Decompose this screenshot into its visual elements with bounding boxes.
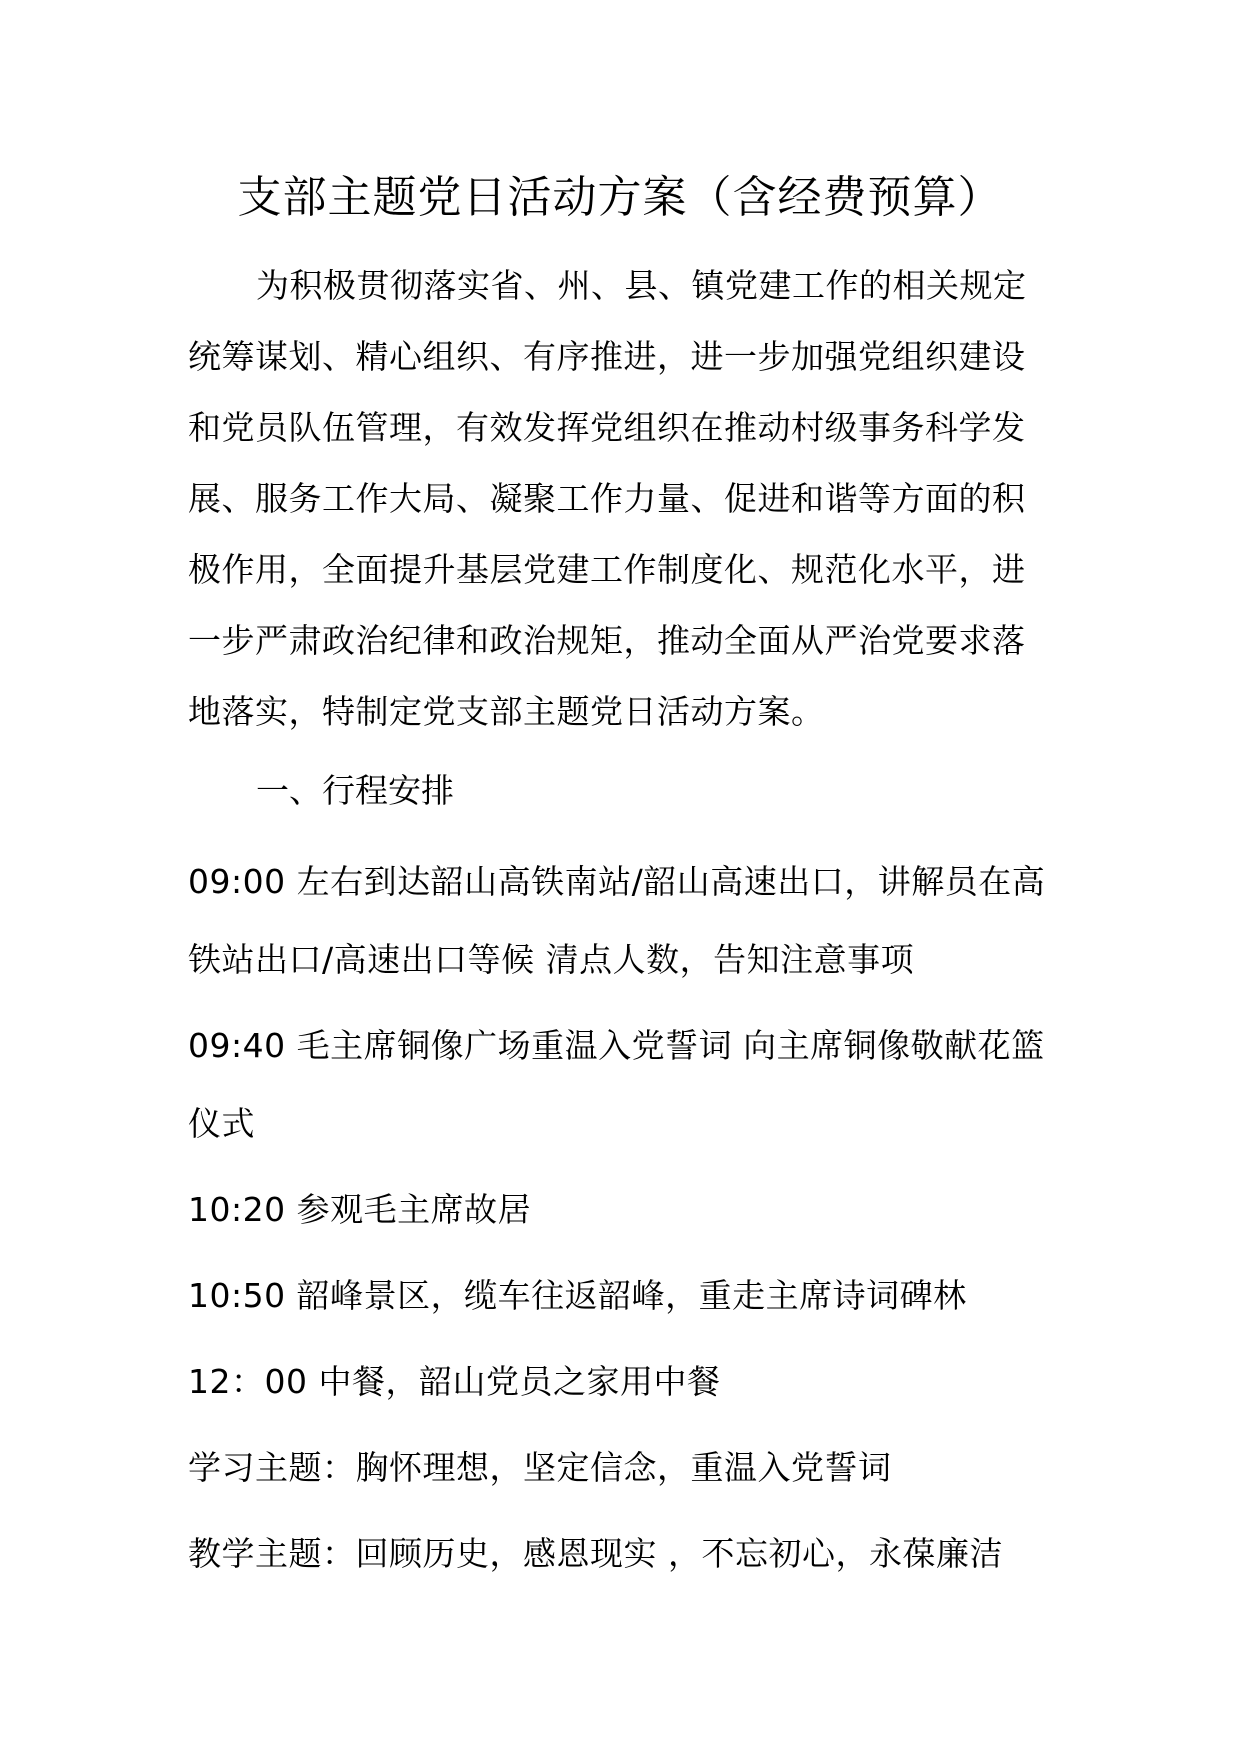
schedule-item	[188, 1343, 1056, 1421]
schedule-item	[188, 1007, 1056, 1163]
schedule-item	[188, 1515, 1056, 1593]
schedule-item	[188, 1429, 1056, 1507]
spacer	[188, 1335, 1056, 1343]
intro-paragraph	[188, 250, 1056, 747]
intro-line: 统筹谋划、精心组织、有序推进，进一步加强党组织建设	[188, 337, 1026, 376]
schedule-list	[188, 843, 1056, 1593]
schedule-line: 10:50 韶峰景区，缆车往返韶峰，重走主席诗词碑林	[188, 1276, 967, 1315]
intro-line: 展、服务工作大局、凝聚工作力量、促进和谐等方面的积	[188, 479, 1026, 518]
document-title: 支部主题党日活动方案（含经费预算）	[237, 172, 1003, 223]
spacer	[188, 1507, 1056, 1515]
spacer	[188, 999, 1056, 1007]
schedule-line: 12：00 中餐，韶山党员之家用中餐	[188, 1362, 721, 1401]
schedule-item	[188, 843, 1056, 999]
intro-line: 为积极贯彻落实省、州、县、镇党建工作的相关规定	[256, 266, 1027, 305]
schedule-line: 铁站出口/高速出口等候 清点人数，告知注意事项	[188, 940, 915, 979]
intro-line: 地落实，特制定党支部主题党日活动方案。	[188, 692, 825, 731]
intro-line: 一步严肃政治纪律和政治规矩，推动全面从严治党要求落	[188, 621, 1026, 660]
spacer	[188, 1421, 1056, 1429]
schedule-item	[188, 1257, 1056, 1335]
schedule-line: 10:20 参观毛主席故居	[188, 1190, 532, 1229]
section-heading-itinerary: 一、行程安排	[256, 771, 454, 810]
intro-line: 极作用，全面提升基层党建工作制度化、规范化水平，进	[188, 550, 1026, 589]
schedule-line: 09:40 毛主席铜像广场重温入党誓词 向主席铜像敬献花篮	[188, 1026, 1045, 1065]
schedule-line: 仪式	[188, 1104, 255, 1143]
intro-line: 和党员队伍管理，有效发挥党组织在推动村级事务科学发	[188, 408, 1026, 447]
schedule-line: 09:00 左右到达韶山高铁南站/韶山高速出口，讲解员在高	[188, 862, 1046, 901]
schedule-item	[188, 1171, 1056, 1249]
spacer	[188, 1249, 1056, 1257]
spacer	[188, 1163, 1056, 1171]
schedule-line: 教学主题：回顾历史，感恩现实 ，不忘初心，永葆廉洁	[188, 1534, 1003, 1573]
schedule-line: 学习主题：胸怀理想，坚定信念，重温入党誓词	[188, 1448, 892, 1487]
